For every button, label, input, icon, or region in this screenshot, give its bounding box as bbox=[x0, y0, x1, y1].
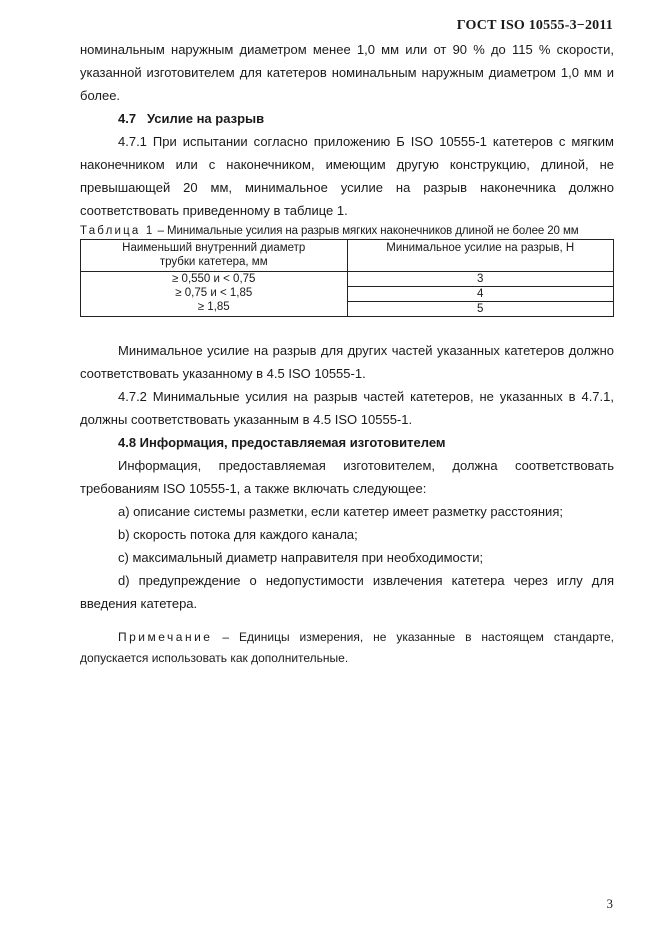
table-1-caption-label: Таблица 1 bbox=[80, 225, 155, 237]
page-number: 3 bbox=[606, 896, 613, 911]
intro-paragraph: номинальным наружным диаметром менее 1,0 мм или от 90 % до 115 % скорости, указанной изготовителем для катетеров номинальным наружным диаметром 1,0 мм и более. bbox=[80, 42, 614, 103]
table-row-3-force: 5 bbox=[477, 303, 484, 315]
paragraph-4-8-intro: Информация, предоставляемая изготовителем, должна соответствовать требованиям ISO 10555-1, а также включать следующее: bbox=[80, 458, 614, 496]
table-diameter-cell bbox=[81, 272, 348, 317]
note-text: – Единицы измерения, не указанные в настоящем стандарте, допускается использовать как дополнительные. bbox=[80, 630, 614, 665]
list-item-a: a) описание системы разметки, если катетер имеет разметку расстояния; bbox=[118, 504, 563, 519]
table-header-diameter bbox=[81, 240, 348, 272]
table-1-caption-text: – Минимальные усилия на разрыв мягких наконечников длиной не более 20 мм bbox=[154, 225, 579, 237]
table-1-caption bbox=[80, 224, 614, 238]
document-header: ГОСТ ISO 10555-3−2011 bbox=[456, 18, 613, 33]
section-4-7-heading bbox=[80, 107, 614, 130]
section-4-7-title: Усилие на разрыв bbox=[147, 111, 265, 126]
page-body bbox=[80, 38, 614, 669]
list-item-b: b) скорость потока для каждого канала; bbox=[118, 527, 358, 542]
note-label: Примечание bbox=[118, 630, 213, 644]
table-header-force bbox=[347, 240, 614, 272]
table-force-cell bbox=[347, 272, 614, 317]
section-4-8-heading: 4.8 Информация, предоставляемая изготовителем bbox=[118, 435, 446, 450]
paragraph-other-parts: Минимальное усилие на разрыв для других частей указанных катетеров должно соответствовать указанному в 4.5 ISO 10555-1. bbox=[80, 343, 614, 381]
table-header-diameter-text: Наименьший внутренний диаметр трубки катетера, мм bbox=[122, 242, 306, 268]
list-item-c: c) максимальный диаметр направителя при необходимости; bbox=[118, 550, 484, 565]
table-row-1-diameter: ≥ 0,550 и < 0,75 bbox=[172, 273, 256, 285]
section-4-7-number: 4.7 bbox=[118, 111, 137, 126]
list-item-d: d) предупреждение о недопустимости извлечения катетера через иглу для введения катетера. bbox=[80, 573, 614, 611]
table-row-1-force: 3 bbox=[348, 272, 614, 287]
table-header-row bbox=[81, 240, 614, 272]
table-header-force-text: Минимальное усилие на разрыв, Н bbox=[386, 242, 575, 254]
note bbox=[80, 627, 614, 669]
table-row-2-force: 4 bbox=[348, 287, 614, 302]
paragraph-4-7-2: 4.7.2 Минимальные усилия на разрыв частей катетеров, не указанных в 4.7.1, должны соответствовать указанным в 4.5 ISO 10555-1. bbox=[80, 389, 614, 427]
paragraph-4-7-1: 4.7.1 При испытании согласно приложению Б ISO 10555-1 катетеров с мягким наконечником или с наконечником, имеющим другую конструкцию, длиной, не превышающей 20 мм, минимальное усилие на разрыв наконечника должно соответствовать приведенному в таблице 1. bbox=[80, 134, 614, 218]
table-1 bbox=[80, 239, 614, 317]
table-body-row bbox=[81, 272, 614, 317]
table-row-3-diameter: ≥ 1,85 bbox=[197, 301, 230, 313]
table-row-2-diameter: ≥ 0,75 и < 1,85 bbox=[175, 287, 253, 299]
